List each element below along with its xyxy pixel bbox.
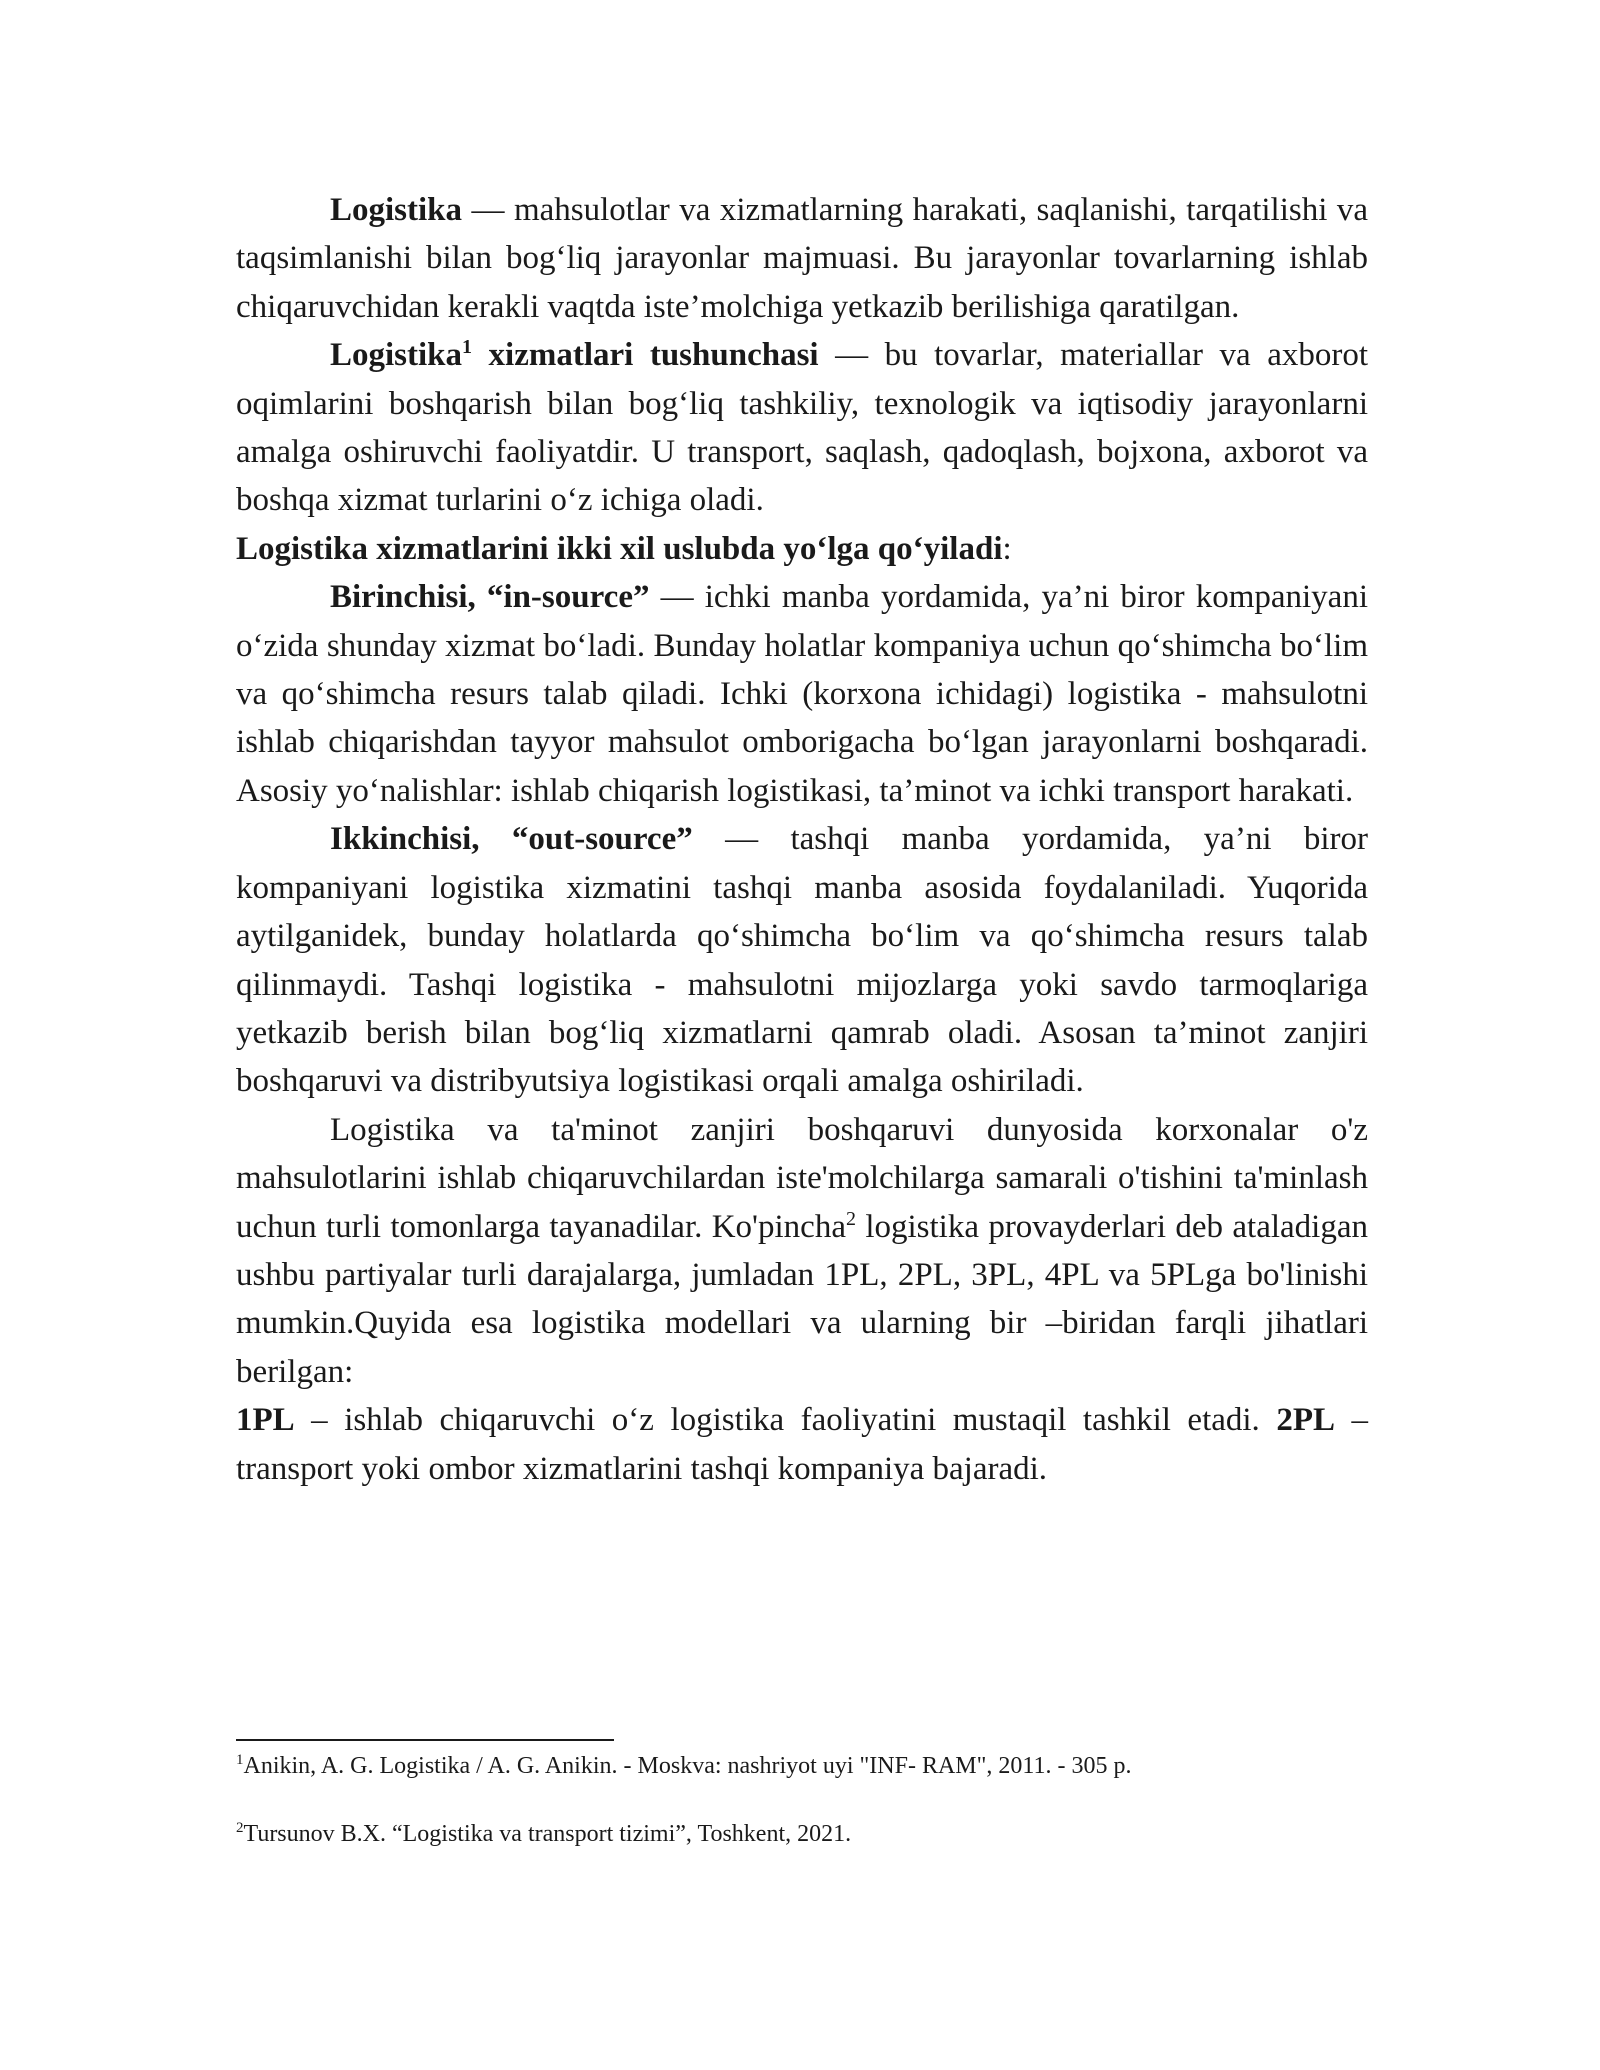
paragraph-logistics-providers bbox=[236, 1106, 1368, 1396]
term-2pl: 2PL bbox=[1276, 1402, 1335, 1439]
footnote-2 bbox=[236, 1819, 1368, 1849]
paragraph-out-source bbox=[236, 815, 1368, 1105]
footnote-number: 1 bbox=[236, 1752, 244, 1768]
paragraph-services-concept bbox=[236, 331, 1368, 525]
term-in-source: Birinchisi, “in-source” bbox=[330, 579, 650, 616]
term-out-source: Ikkinchisi, “out-source” bbox=[330, 821, 693, 858]
footnote-number: 2 bbox=[236, 1820, 244, 1836]
footnote-ref-2: 2 bbox=[845, 1207, 856, 1230]
paragraph-text: — mahsulotlar va xizmatlarning harakati, saqlanishi, tarqatilishi va taqsimlanishi bilan bog‘liq jarayonlar majmuasi. Bu jarayonlar tovarlarning ishlab chiqaruvchidan kerakli vaqtda iste’molchiga yetkazib berilishiga qaratilgan. bbox=[236, 192, 1368, 325]
paragraph-logistika-definition bbox=[236, 186, 1368, 331]
section-heading bbox=[236, 525, 1368, 573]
footnote-separator bbox=[236, 1739, 614, 1741]
paragraph-text: – ishlab chiqaruvchi o‘z logistika faoliyatini mustaqil tashkil etadi. bbox=[294, 1402, 1260, 1439]
heading-colon: : bbox=[1002, 530, 1012, 567]
paragraph-text: Logistika va ta'minot zanjiri boshqaruvi dunyosida korxonalar o'z mahsulotlarini ishlab chiqaruvchilardan iste'molchilarga samarali o'tishini ta'minlash uchun turli tomonlarga tayanadilar. Ko'pincha bbox=[236, 1111, 1368, 1245]
footnote-ref-1: 1 bbox=[462, 336, 473, 359]
paragraph-text: — bu tovarlar, materiallar va axborot oqimlarini boshqarish bilan bog‘liq tashkiliy, texnologik va iqtisodiy jarayonlarni amalga oshiruvchi faoliyatdir. U transport, saqlash, qadoqlash, bojxona, axborot va boshqa xizmat turlarini o‘z ichiga oladi. bbox=[236, 337, 1368, 519]
term-part: Logistika bbox=[330, 337, 463, 374]
paragraph-in-source bbox=[236, 573, 1368, 815]
paragraph-text: logistika provayderlari deb ataladigan ushbu partiyalar turli darajalarga, jumladan 1PL, 2PL, 3PL, 4PL va 5PLga bo'linishi mumkin.Quyida esa logistika modellari va ularning bir –biridan farqli jihatlari berilgan: bbox=[236, 1208, 1368, 1390]
footnote-1 bbox=[236, 1751, 1368, 1781]
footnote-text: Anikin, A. G. Logistika / A. G. Anikin. - Moskva: nashriyot uyi "INF- RAM", 2011. - 305 p. bbox=[243, 1753, 1132, 1779]
paragraph-text: – transport yoki ombor xizmatlarini tashqi kompaniya bajaradi. bbox=[236, 1402, 1369, 1487]
term-part: xizmatlari tushunchasi bbox=[472, 337, 819, 374]
paragraph-text: — ichki manba yordamida, ya’ni biror kompaniyani o‘zida shunday xizmat bo‘ladi. Bunday holatlar kompaniya uchun qo‘shimcha bo‘lim va qo‘shimcha resurs talab qiladi. Ichki (korxona ichidagi) logistika - mahsulotni ishlab chiqarishdan tayyor mahsulot omborigacha bo‘lgan jarayonlarni boshqaradi. Asosiy yo‘nalishlar: ishlab chiqarish logistikasi, ta’minot va ichki transport harakati. bbox=[236, 579, 1368, 809]
footnote-text: Tursunov B.X. “Logistika va transport tizimi”, Toshkent, 2021. bbox=[243, 1821, 852, 1847]
footnotes bbox=[236, 1751, 1368, 1887]
term-1pl: 1PL bbox=[236, 1402, 295, 1439]
heading-text: Logistika xizmatlarini ikki xil uslubda yo‘lga qo‘yiladi bbox=[236, 530, 1003, 567]
term-logistika-services bbox=[330, 337, 819, 373]
paragraph-text: — tashqi manba yordamida, ya’ni biror kompaniyani logistika xizmatini tashqi manba asosida foydalaniladi. Yuqorida aytilganidek, bunday holatlarda qo‘shimcha bo‘lim va qo‘shimcha resurs talab qilinmaydi. Tashqi logistika - mahsulotni mijozlarga yoki savdo tarmoqlariga yetkazib berish bilan bog‘liq xizmatlarni qamrab oladi. Asosan ta’minot zanjiri boshqaruvi va distribyutsiya logistikasi orqali amalga oshiriladi. bbox=[236, 821, 1368, 1100]
paragraph-1pl-2pl bbox=[236, 1396, 1368, 1493]
body-text bbox=[236, 186, 1368, 1493]
term-logistika: Logistika bbox=[330, 192, 463, 228]
